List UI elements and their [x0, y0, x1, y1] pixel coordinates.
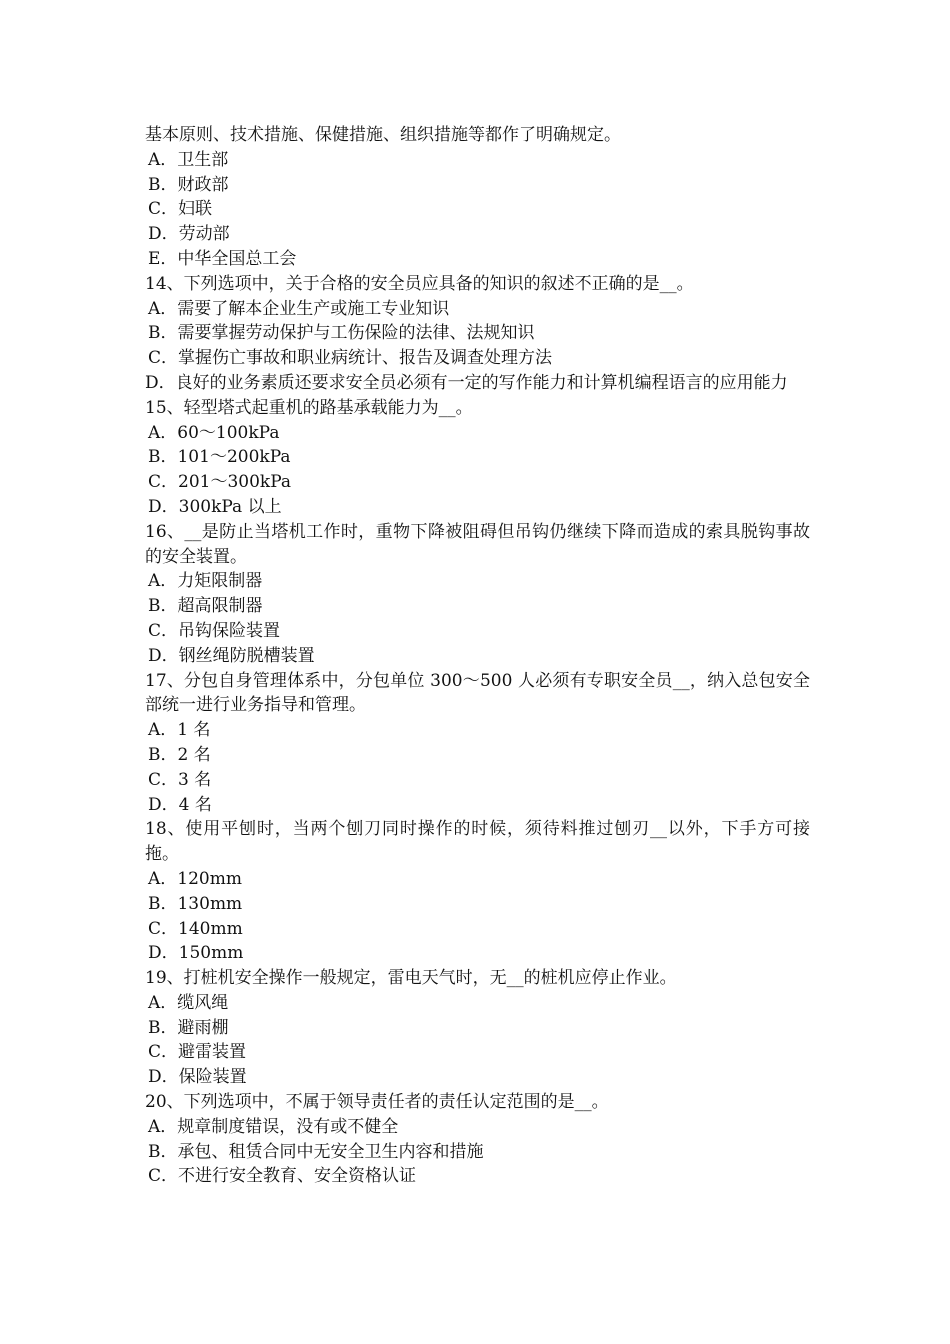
option-c: C．不进行安全教育、安全资格认证 [148, 1166, 417, 1187]
question-stem: 14、下列选项中，关于合格的安全员应具备的知识的叙述不正确的是__。 [145, 273, 694, 294]
option-c: C．避雷装置 [148, 1042, 247, 1063]
intro-option-a: A．卫生部 [148, 149, 229, 170]
option-b: B．2 名 [148, 744, 211, 765]
question-19 [145, 966, 810, 1090]
option-d: D．4 名 [148, 794, 212, 815]
option-d: D．钢丝绳防脱槽装置 [148, 645, 315, 666]
question-stem: 20、下列选项中，不属于领导责任者的责任认定范围的是__。 [145, 1092, 609, 1113]
option-a: A．需要了解本企业生产或施工专业知识 [148, 298, 450, 319]
option-a: A．120mm [148, 868, 242, 889]
option-b: B．130mm [148, 893, 243, 914]
intro-option-b: B．财政部 [148, 174, 229, 195]
question-15 [145, 396, 810, 520]
option-c: C．140mm [148, 918, 243, 939]
question-20 [145, 1090, 810, 1189]
option-b: B．承包、租赁合同中无安全卫生内容和措施 [148, 1141, 484, 1162]
question-16 [145, 520, 810, 669]
intro-option-c: C．妇联 [148, 199, 213, 220]
option-b: B．避雨棚 [148, 1017, 229, 1038]
option-a: A．规章制度错误，没有或不健全 [148, 1116, 399, 1137]
option-a: A．1 名 [148, 720, 211, 741]
question-stem: 15、轻型塔式起重机的路基承载能力为__。 [145, 397, 473, 418]
option-d: D．300kPa 以上 [148, 496, 282, 517]
question-stem: 17、分包自身管理体系中，分包单位 300～500 人必须有专职安全员__，纳入总包安全部统一进行业务指导和管理。 [145, 670, 810, 716]
intro-option-e: E．中华全国总工会 [148, 248, 297, 269]
intro-option-d: D．劳动部 [148, 224, 230, 245]
option-d: D．保险装置 [148, 1067, 247, 1088]
option-c: C．掌握伤亡事故和职业病统计、报告及调查处理方法 [148, 348, 553, 369]
option-b: B．需要掌握劳动保护与工伤保险的法律、法规知识 [148, 323, 535, 344]
question-14 [145, 272, 810, 396]
option-b: B．超高限制器 [148, 596, 263, 617]
option-d: D．良好的业务素质还要求安全员必须有一定的写作能力和计算机编程语言的应用能力 [145, 372, 788, 393]
question-stem: 19、打桩机安全操作一般规定，雷电天气时，无__的桩机应停止作业。 [145, 968, 677, 989]
document-page [145, 123, 810, 1189]
option-a: A．60～100kPa [148, 422, 280, 443]
option-c: C．201～300kPa [148, 472, 292, 493]
option-a: A．力矩限制器 [148, 571, 263, 592]
question-stem: 18、使用平刨时，当两个刨刀同时操作的时候，须待料推过刨刃__以外，下手方可接拖。 [145, 819, 810, 865]
question-18 [145, 817, 810, 966]
option-c: C．3 名 [148, 769, 212, 790]
option-d: D．150mm [148, 943, 244, 964]
option-c: C．吊钩保险装置 [148, 620, 281, 641]
intro-continuation: 基本原则、技术措施、保健措施、组织措施等都作了明确规定。 [145, 125, 621, 145]
option-b: B．101～200kPa [148, 447, 291, 468]
option-a: A．缆风绳 [148, 992, 229, 1013]
question-stem: 16、__是防止当塔机工作时，重物下降被阻碍但吊钩仍继续下降而造成的索具脱钩事故的安全装置。 [145, 521, 810, 567]
question-17 [145, 669, 810, 818]
